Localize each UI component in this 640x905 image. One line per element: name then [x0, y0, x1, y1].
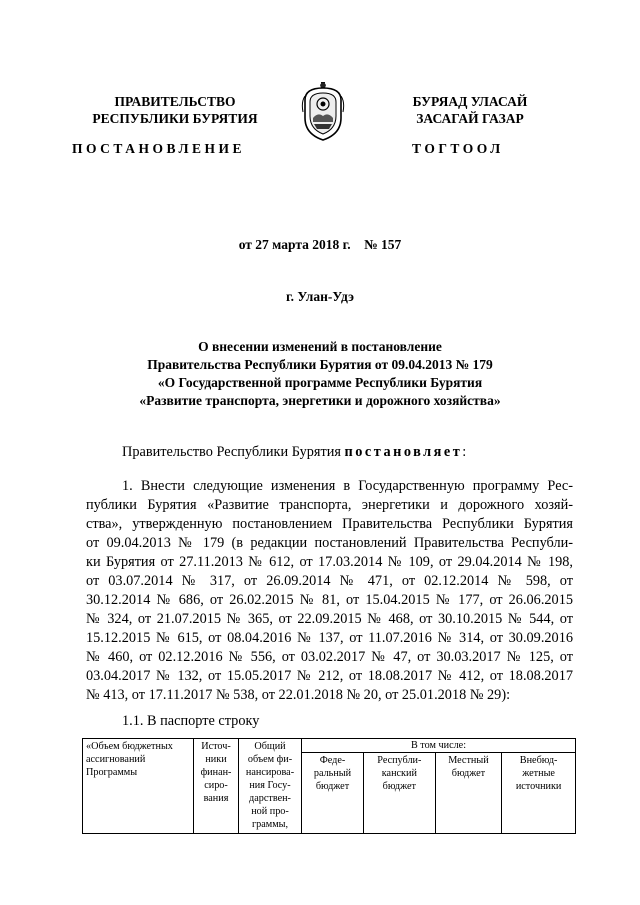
table-cell-including: В том числе:	[302, 739, 576, 753]
doc-type-right: ТОГТООЛ	[412, 141, 504, 156]
issuer-left	[60, 93, 290, 127]
table-cell-budget-volume: «Объем бюджетных ассигнований Программы	[83, 739, 194, 834]
total-line: ния Госу-	[249, 780, 291, 791]
republic-line: Республи-	[377, 755, 422, 766]
sources-line: сиро-	[204, 780, 228, 791]
federal-line: ральный	[313, 768, 352, 779]
preamble-emphasis: постановляет	[344, 444, 463, 460]
paragraph-1-line: № 460, от 02.12.2016 № 556, от 03.02.2017 № 47, от 30.03.2017 № 125, от	[86, 649, 573, 665]
paragraph-1-line: от 03.07.2014 № 317, от 26.09.2014 № 471, от 02.12.2014 № 598, от	[86, 573, 573, 589]
issuer-right-line2: ЗАСАГАЙ ГАЗАР	[416, 111, 524, 126]
paragraph-1-line: 15.12.2015 № 615, от 08.04.2016 № 137, от 11.07.2016 № 314, от 30.09.2016	[86, 630, 573, 646]
table-cell-local	[435, 753, 502, 834]
extra-line: жетные	[522, 768, 555, 779]
paragraph-1-1: 1.1. В паспорте строку	[122, 713, 260, 729]
title-line4: «Развитие транспорта, энергетики и дорожного хозяйства»	[139, 393, 501, 408]
table-cell-sources	[194, 739, 239, 834]
paragraph-1-line: от 09.04.2013 № 179 (в редакции постановлений Правительства Республи-	[86, 535, 573, 551]
preamble-text: Правительство Республики Бурятия	[122, 444, 345, 460]
date-number-line: от 27 марта 2018 г. № 157	[238, 237, 402, 252]
sources-line: Источ-	[201, 741, 231, 752]
federal-line: бюджет	[315, 781, 350, 792]
republic-line: бюджет	[382, 781, 416, 792]
total-line: объем фи-	[247, 754, 293, 765]
paragraph-1-line: 1. Внести следующие изменения в Государственную программу Рес-	[122, 478, 573, 494]
sources-line: вания	[203, 793, 229, 804]
issuer-left-line1: ПРАВИТЕЛЬСТВО	[114, 94, 236, 109]
city: г. Улан-Удэ	[286, 289, 354, 304]
paragraph-1-line: № 324, от 21.07.2015 № 365, от 22.09.2015 № 468, от 30.10.2015 № 544, от	[86, 611, 573, 627]
coat-of-arms-icon	[301, 82, 345, 144]
total-line: ной про-	[251, 806, 289, 817]
table-cell-republic	[363, 753, 435, 834]
total-line: Общий	[254, 741, 286, 752]
sources-line: финан-	[200, 767, 232, 778]
preamble-tail: :	[462, 444, 467, 460]
issuer-left-line2: РЕСПУБЛИКИ БУРЯТИЯ	[92, 111, 258, 126]
extra-line: источники	[515, 781, 562, 792]
republic-line: канский	[381, 768, 417, 779]
paragraph-1-line: ки Бурятия от 27.11.2013 № 612, от 17.03.2014 № 109, от 29.04.2014 № 198,	[86, 554, 573, 570]
issuer-right	[355, 93, 585, 127]
budget-table	[82, 738, 576, 834]
total-line: граммы,	[251, 819, 289, 830]
local-line: Местный	[448, 755, 489, 766]
title-line2: Правительства Республики Бурятия от 09.04.2013 № 179	[147, 357, 493, 372]
title-line1: О внесении изменений в постановление	[198, 339, 442, 354]
extra-line: Внебюд-	[519, 755, 558, 766]
total-line: дарствен-	[249, 793, 291, 804]
table-cell-extra-budget	[502, 753, 576, 834]
doc-type-left: ПОСТАНОВЛЕНИЕ	[72, 141, 246, 156]
paragraph-1-line: № 413, от 17.11.2017 № 538, от 22.01.2018 № 20, от 25.01.2018 № 29):	[86, 687, 511, 703]
local-line: бюджет	[451, 768, 486, 779]
issuer-right-line1: БУРЯАД УЛАСАЙ	[412, 94, 528, 109]
paragraph-1-line: 03.04.2017 № 132, от 15.05.2017 № 212, от 18.08.2017 № 412, от 18.08.2017	[86, 668, 573, 684]
paragraph-1-line: публики Бурятия «Развитие транспорта, энергетики и дорожного хозяй-	[86, 497, 573, 513]
document-title	[0, 338, 640, 410]
paragraph-1-line: ства», утвержденную постановлением Правительства Республики Бурятия	[86, 516, 573, 532]
sources-line: ники	[205, 754, 227, 765]
total-line: нансирова-	[245, 767, 295, 778]
table-cell-federal	[302, 753, 364, 834]
federal-line: Феде-	[319, 755, 346, 766]
preamble	[122, 444, 466, 461]
table-cell-total-volume	[239, 739, 302, 834]
paragraph-1-line: 30.12.2014 № 686, от 26.02.2015 № 81, от 15.04.2015 № 177, от 26.06.2015	[86, 592, 573, 608]
title-line3: «О Государственной программе Республики Бурятия	[157, 375, 483, 390]
